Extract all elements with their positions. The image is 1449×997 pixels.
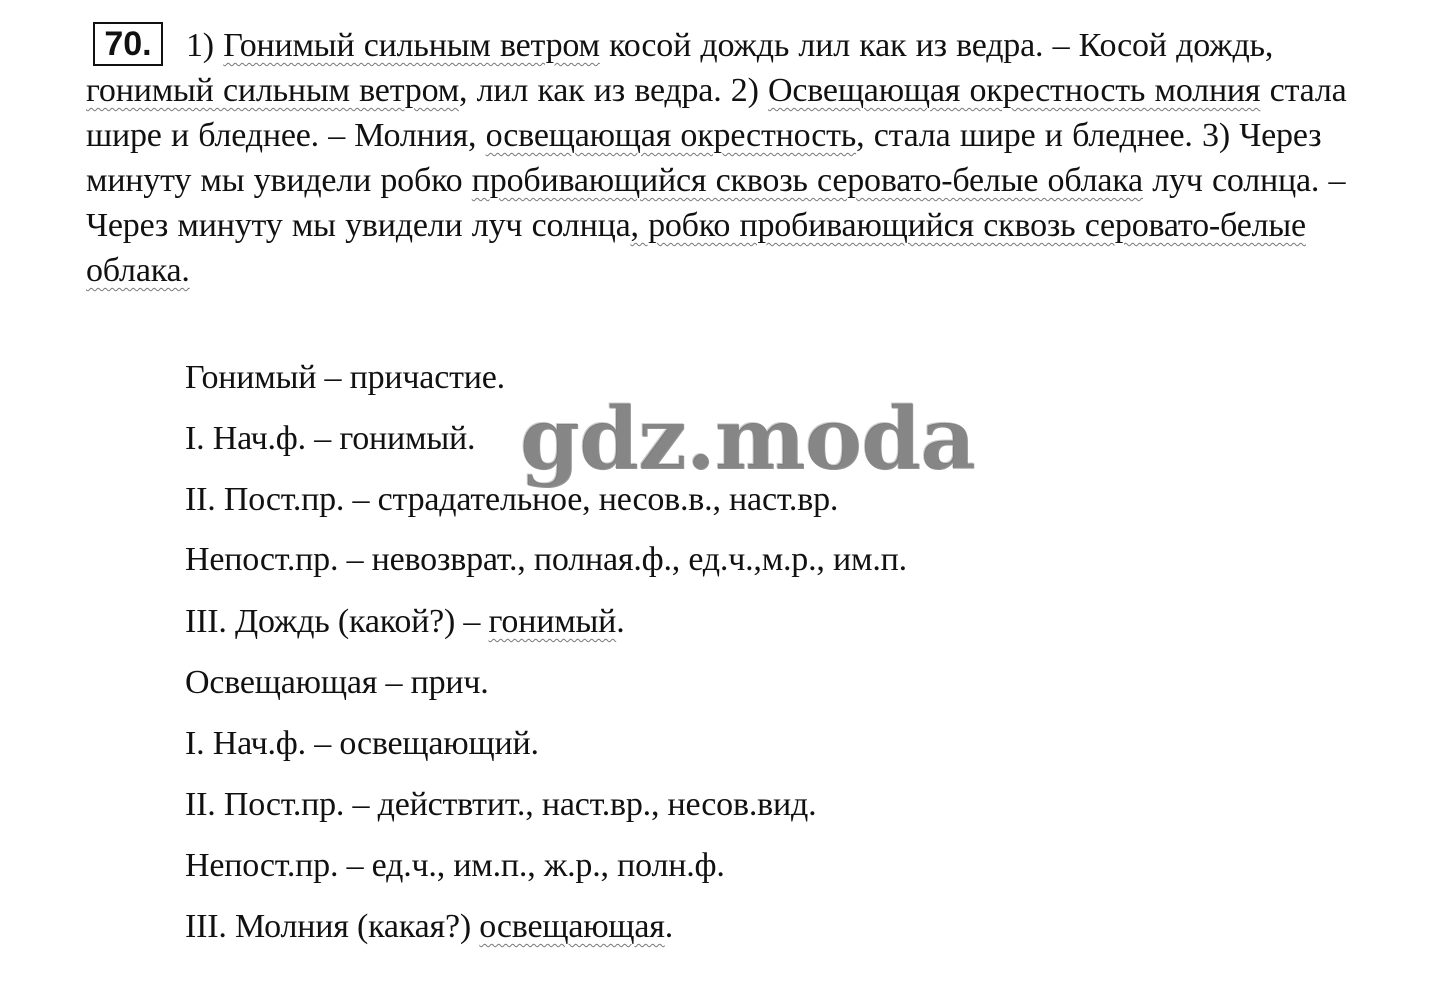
- underlined-phrase: , робко пробивающийся сквозь серовато-белые облака.: [86, 207, 1306, 289]
- analysis-line-4: Непост.пр. – невозврат., полная.ф., ед.ч.,м.р., им.п.: [185, 541, 907, 578]
- analysis-line-5-word: гонимый: [488, 603, 617, 640]
- analysis-line-9: Непост.пр. – ед.ч., им.п., ж.р., полн.ф.: [185, 847, 725, 884]
- text-segment: луч солнца. – Через минуту мы увидели луч солнца: [86, 162, 1346, 244]
- underlined-phrase: освещающая окрестность: [485, 117, 857, 154]
- analysis-line-3: II. Пост.пр. – страдательное, несов.в., наст.вр.: [185, 481, 839, 518]
- exercise-number: 70.: [93, 22, 163, 66]
- underlined-phrase: Освещающая окрестность молния: [768, 72, 1261, 109]
- exercise-text: [86, 23, 1376, 293]
- analysis-line-1: Гонимый – причастие.: [185, 359, 505, 396]
- analysis-line-6: Освещающая – прич.: [185, 664, 489, 701]
- analysis-line-10: [185, 907, 673, 947]
- analysis-line-2: I. Нач.ф. – гонимый.: [185, 420, 476, 457]
- text-segment: стала шире и бледнее. – Молния,: [86, 72, 1347, 154]
- text-segment: 1): [186, 27, 224, 64]
- underlined-phrase: гонимый сильным ветром: [86, 72, 460, 109]
- watermark: gdz.moda: [520, 389, 976, 490]
- underlined-phrase: Гонимый сильным ветром: [223, 27, 600, 64]
- analysis-line-5: [185, 602, 625, 642]
- text-segment: , лил как из ведра. 2): [459, 72, 769, 109]
- analysis-line-7: I. Нач.ф. – освещающий.: [185, 725, 539, 762]
- analysis-line-8: II. Пост.пр. – действтит., наст.вр., несов.вид.: [185, 786, 817, 823]
- text-segment: , стала шире и бледнее. 3) Через минуту мы увидели робко: [86, 117, 1322, 199]
- underlined-phrase: пробивающийся сквозь серовато-белые облака: [471, 162, 1143, 199]
- analysis-line-10-word: освещающая: [479, 908, 665, 945]
- analysis-line-10-suffix: .: [664, 908, 674, 945]
- analysis-line-5-prefix: III. Дождь (какой?) –: [185, 603, 489, 640]
- analysis-line-5-suffix: .: [616, 603, 625, 640]
- analysis-line-10-prefix: III. Молния (какая?): [185, 908, 480, 945]
- text-segment: косой дождь лил как из ведра. – Косой дождь,: [599, 27, 1274, 64]
